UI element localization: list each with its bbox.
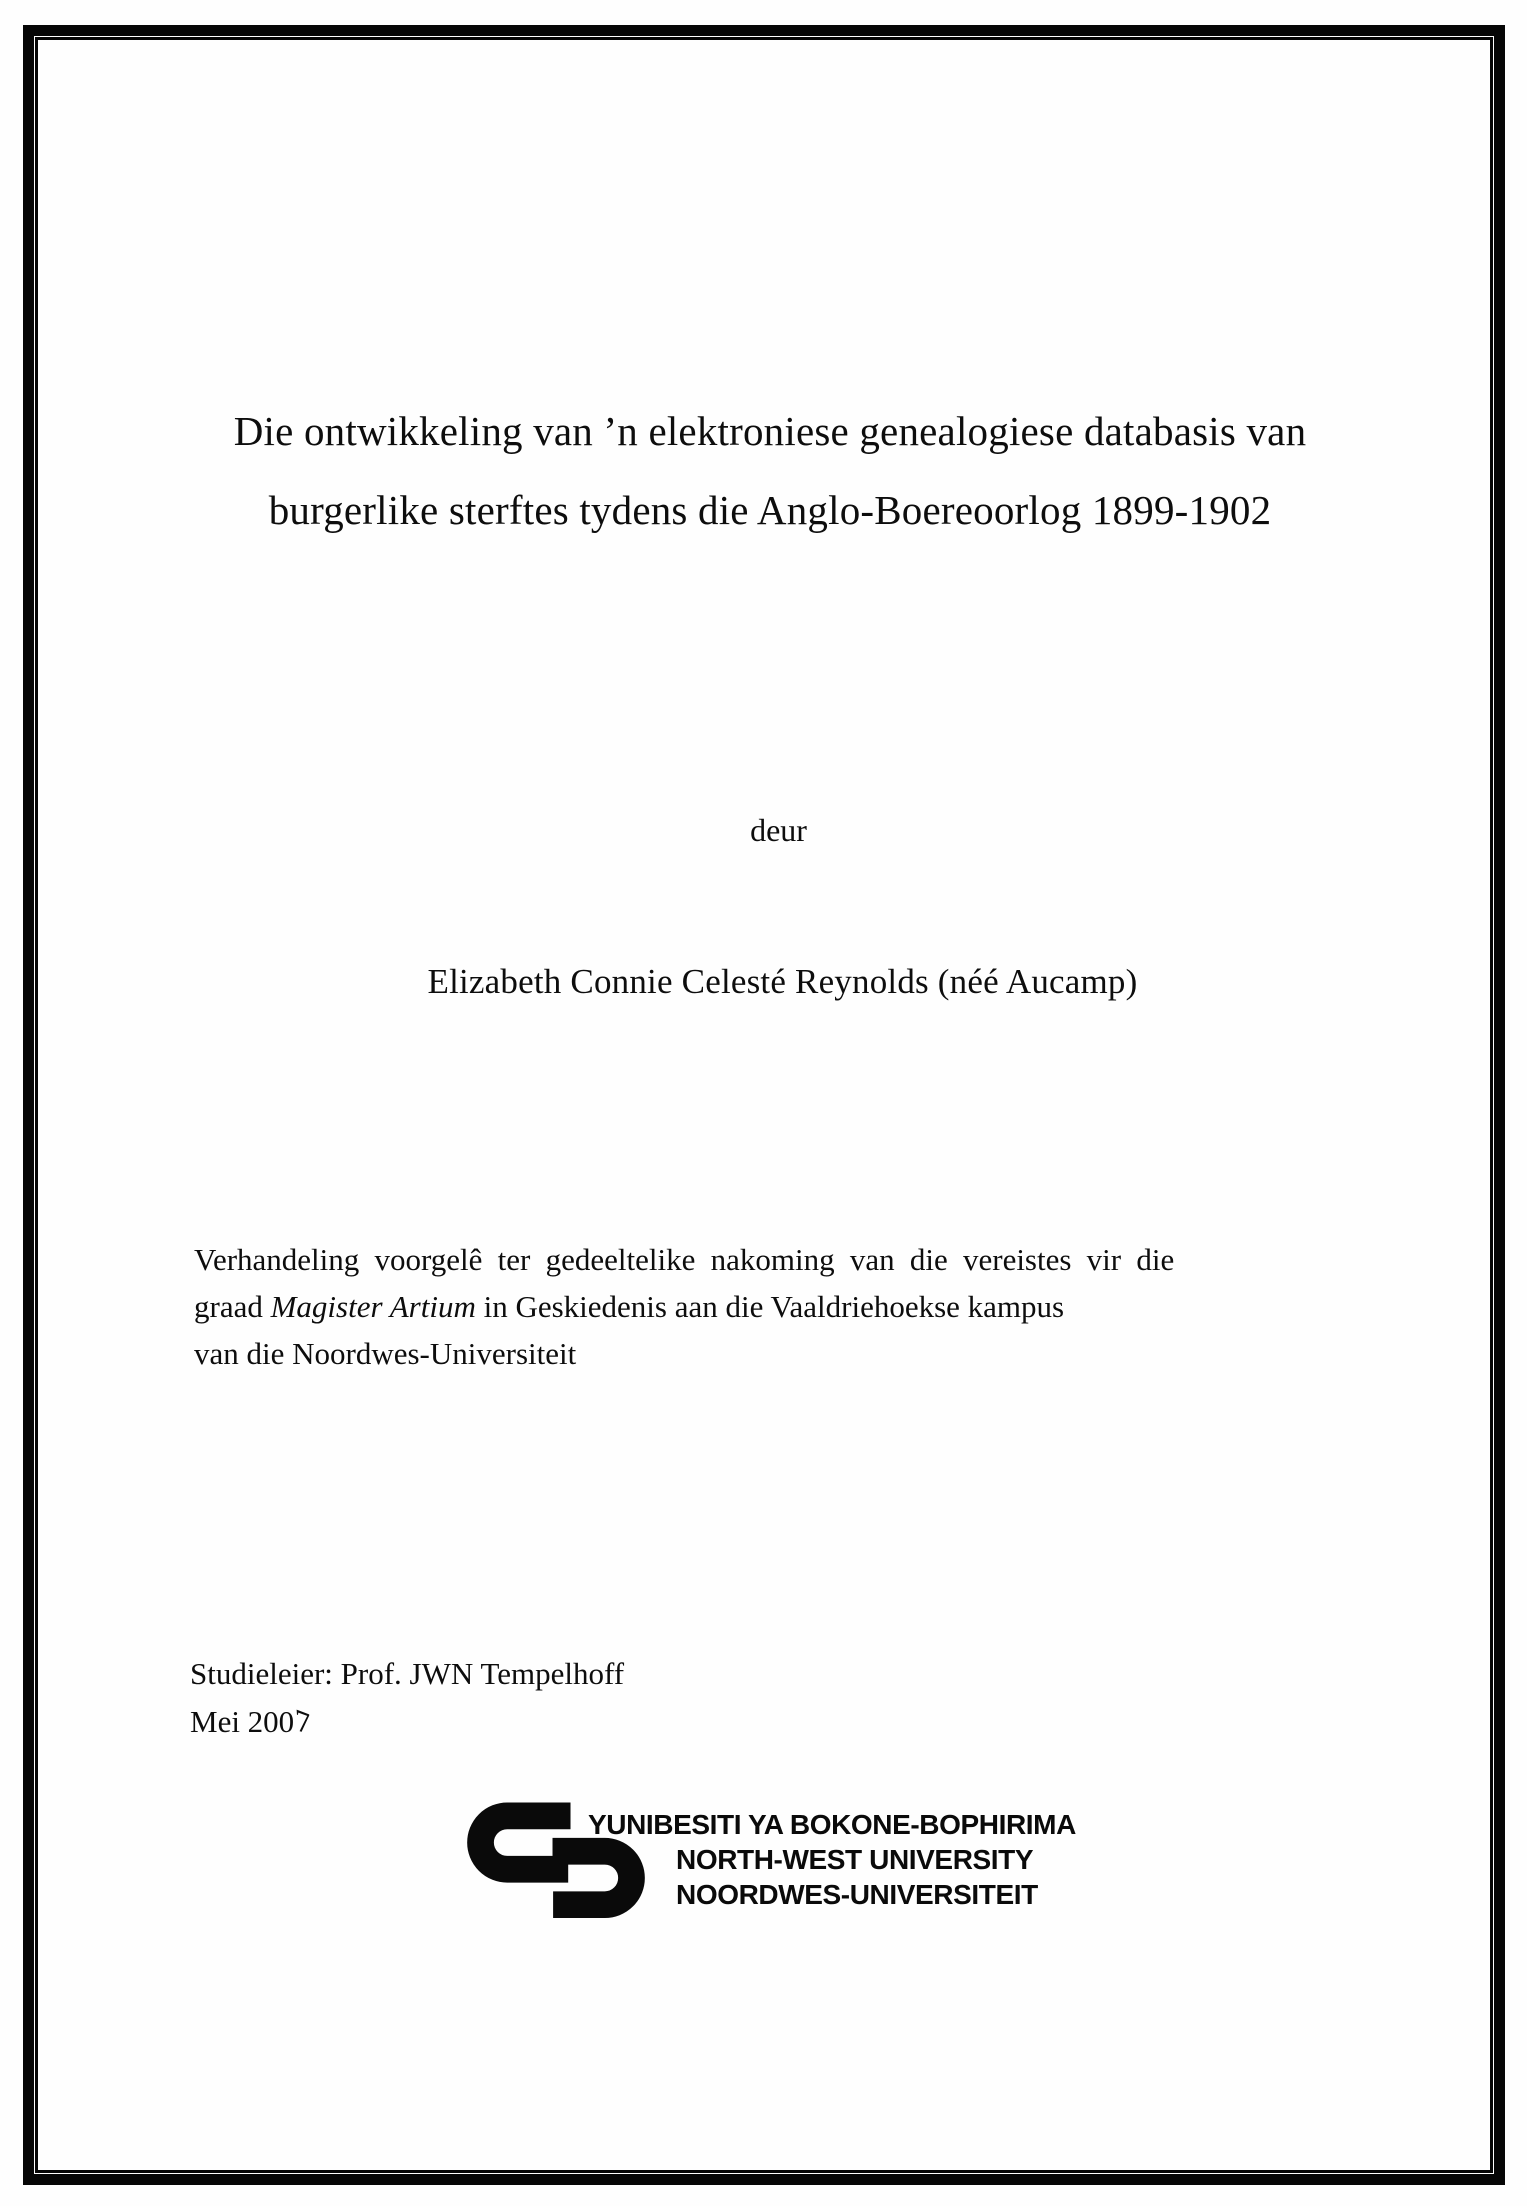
date-final-digit: 7 [294, 1700, 313, 1743]
byline-label: deur [750, 812, 807, 848]
degree-name: Magister Artium [270, 1289, 476, 1324]
author-name: Elizabeth Connie Celesté Reynolds (néé Aucamp) [427, 962, 1138, 1001]
statement-line2 [194, 1283, 1364, 1330]
statement-line1: Verhandeling voorgelê ter gedeeltelike nakoming van die vereistes vir die [194, 1242, 1175, 1277]
university-name-setswana: YUNIBESITI YA BOKONE-BOPHIRIMA [588, 1809, 1076, 1840]
thesis-statement [194, 1236, 1364, 1377]
thesis-title-line1: Die ontwikkeling van ’n elektroniese genealogiese databasis van [233, 408, 1307, 454]
date-line [190, 1698, 624, 1746]
statement-line3: van die Noordwes-Universiteit [194, 1336, 577, 1371]
university-name-afrikaans: NOORDWES-UNIVERSITEIT [676, 1879, 1038, 1910]
statement-line2-post: in Geskiedenis aan die Vaaldriehoekse kampus [475, 1289, 1065, 1324]
thesis-title [120, 392, 1420, 550]
date-prefix: Mei 200 [190, 1704, 295, 1739]
supervisor-block [190, 1650, 624, 1746]
supervisor-line: Studieleier: Prof. JWN Tempelhoff [190, 1656, 625, 1691]
university-name-english: NORTH-WEST UNIVERSITY [676, 1844, 1034, 1875]
thesis-title-line2: burgerlike sterftes tydens die Anglo-Boereoorlog 1899-1902 [268, 487, 1272, 533]
statement-line2-pre: graad [194, 1289, 271, 1324]
